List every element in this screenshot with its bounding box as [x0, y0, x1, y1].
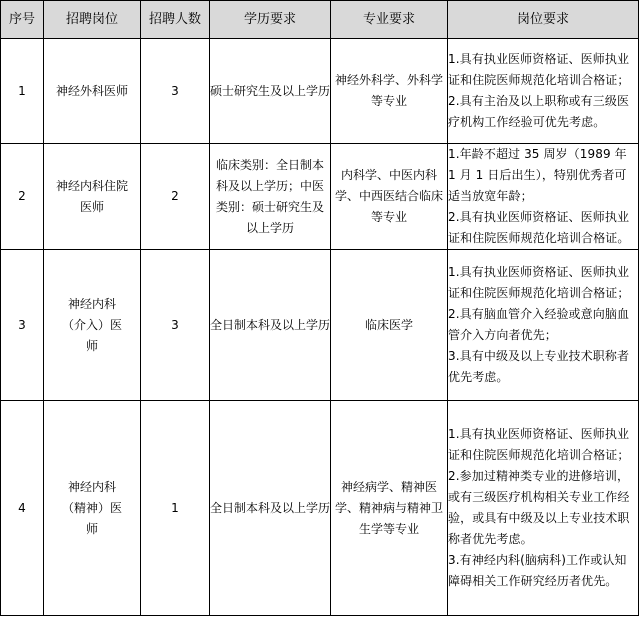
- cell-education: 临床类别：全日制本科及以上学历；中医类别：硕士研究生及以上学历: [210, 144, 331, 250]
- cell-position: 神经内科住院医师: [44, 144, 141, 250]
- table-header-row: [1, 1, 639, 39]
- header-education: 学历要求: [210, 1, 331, 39]
- cell-count: 2: [141, 144, 210, 250]
- cell-no: 1: [1, 39, 44, 144]
- cell-major: 内科学、中医内科学、中西医结合临床等专业: [331, 144, 448, 250]
- requirement-item: 1.年龄不超过 35 周岁（1989 年 1 月 1 日后出生），特别优秀者可适当放宽年龄；: [448, 147, 627, 203]
- cell-no: 2: [1, 144, 44, 250]
- header-position: 招聘岗位: [44, 1, 141, 39]
- cell-requirements: [448, 250, 639, 401]
- cell-education: 硕士研究生及以上学历: [210, 39, 331, 144]
- cell-requirements: [448, 144, 639, 250]
- cell-position: 神经内科（介入）医师: [44, 250, 141, 401]
- cell-no: 4: [1, 401, 44, 616]
- header-count: 招聘人数: [141, 1, 210, 39]
- cell-no: 3: [1, 250, 44, 401]
- cell-requirements: [448, 39, 639, 144]
- cell-requirements: [448, 401, 639, 616]
- table-row: [1, 39, 639, 144]
- requirement-item: 3.具有中级及以上专业技术职称者优先考虑。: [448, 349, 630, 384]
- requirement-item: 2.具有执业医师资格证、医师执业证和住院医师规范化培训合格证。: [448, 210, 630, 245]
- requirement-item: 2.具有主治及以上职称或有三级医疗机构工作经验可优先考虑。: [448, 94, 630, 129]
- requirement-item: 1.具有执业医师资格证、医师执业证和住院医师规范化培训合格证；: [448, 427, 630, 462]
- cell-position: 神经外科医师: [44, 39, 141, 144]
- table-row: [1, 401, 639, 616]
- cell-count: 3: [141, 250, 210, 401]
- cell-major: 神经病学、精神医学、精神病与精神卫生学等专业: [331, 401, 448, 616]
- requirement-item: 3.有神经内科(脑病科)工作或认知障碍相关工作研究经历者优先。: [448, 553, 627, 588]
- cell-education: 全日制本科及以上学历: [210, 401, 331, 616]
- cell-count: 3: [141, 39, 210, 144]
- requirement-item: 2.具有脑血管介入经验或意向脑血管介入方向者优先；: [448, 307, 630, 342]
- requirement-item: 2.参加过精神类专业的进修培训，或有三级医疗机构相关专业工作经验，或具有中级及以上专业技术职称者优先考虑。: [448, 469, 630, 546]
- cell-count: 1: [141, 401, 210, 616]
- requirement-item: 1.具有执业医师资格证、医师执业证和住院医师规范化培训合格证；: [448, 52, 630, 87]
- header-major: 专业要求: [331, 1, 448, 39]
- cell-position: 神经内科（精神）医师: [44, 401, 141, 616]
- table-row: [1, 250, 639, 401]
- requirement-item: 1.具有执业医师资格证、医师执业证和住院医师规范化培训合格证；: [448, 265, 630, 300]
- cell-major: 神经外科学、外科学等专业: [331, 39, 448, 144]
- header-requirements: 岗位要求: [448, 1, 639, 39]
- table-row: [1, 144, 639, 250]
- cell-education: 全日制本科及以上学历: [210, 250, 331, 401]
- cell-major: 临床医学: [331, 250, 448, 401]
- header-no: 序号: [1, 1, 44, 39]
